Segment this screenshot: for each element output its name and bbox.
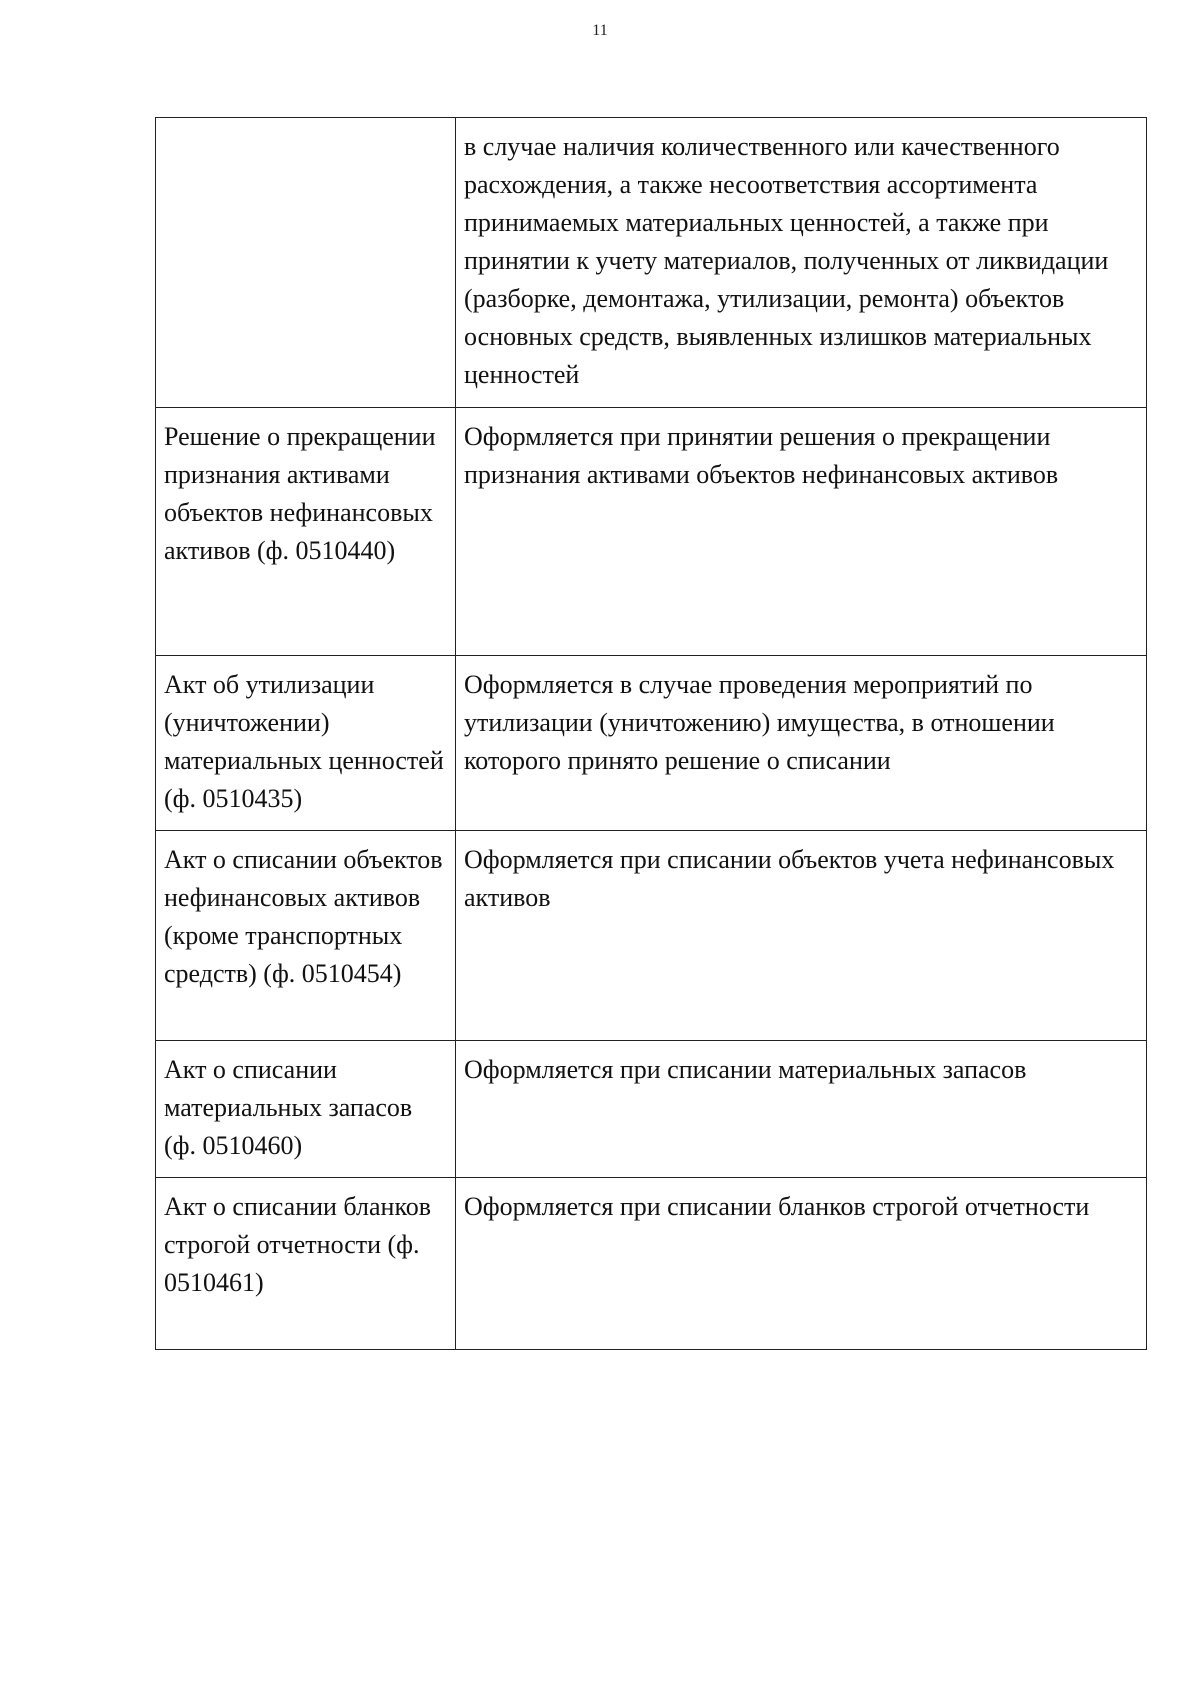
description-cell: в случае наличия количественного или качественного расхождения, а также несоответствия ассортимента принимаемых материальных ценностей, а также при принятии к учету материалов, полученных от ликвидации (разборке, демонтажа, утилизации, ремонта) объектов основных средств, выявленных излишков материальных ценностей (456, 118, 1147, 408)
form-name-cell: Акт об утилизации (уничтожении) материальных ценностей (ф. 0510435) (156, 656, 456, 831)
documents-table (155, 117, 1147, 1350)
description-cell: Оформляется в случае проведения мероприятий по утилизации (уничтожению) имущества, в отношении которого принято решение о списании (456, 656, 1147, 831)
table-row (156, 656, 1147, 831)
table-row (156, 408, 1147, 656)
form-name-cell: Акт о списании бланков строгой отчетности (ф. 0510461) (156, 1178, 456, 1350)
description-cell: Оформляется при списании материальных запасов (456, 1041, 1147, 1178)
form-name-cell (156, 118, 456, 408)
form-name-cell: Акт о списании материальных запасов (ф. 0510460) (156, 1041, 456, 1178)
table-row (156, 1178, 1147, 1350)
page-number: 11 (592, 22, 608, 39)
description-cell: Оформляется при принятии решения о прекращении признания активами объектов нефинансовых активов (456, 408, 1147, 656)
table-row (156, 1041, 1147, 1178)
form-name-cell: Решение о прекращении признания активами объектов нефинансовых активов (ф. 0510440) (156, 408, 456, 656)
table-row (156, 831, 1147, 1041)
description-cell: Оформляется при списании объектов учета нефинансовых активов (456, 831, 1147, 1041)
form-name-cell: Акт о списании объектов нефинансовых активов (кроме транспортных средств) (ф. 0510454) (156, 831, 456, 1041)
table-row (156, 118, 1147, 408)
description-cell: Оформляется при списании бланков строгой отчетности (456, 1178, 1147, 1350)
